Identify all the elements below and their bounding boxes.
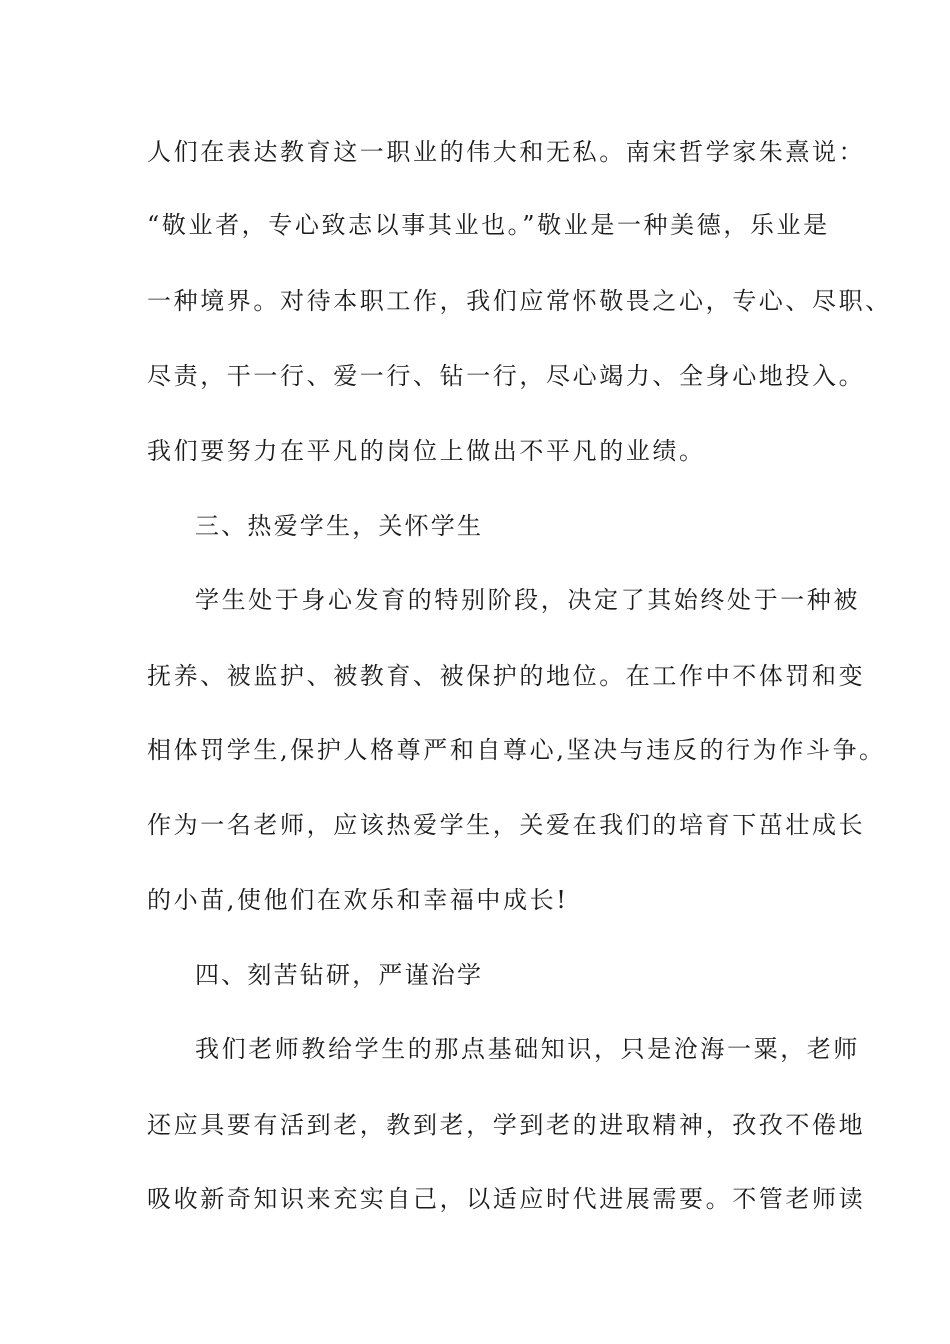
body-text-line: 相体罚学生,保护人格尊严和自尊心,坚决与违反的行为作斗争。 [147,736,886,764]
body-text-line: 作为一名老师，应该热爱学生，关爱在我们的培育下茁壮成长 [147,811,866,839]
body-text-line: 抚养、被监护、被教育、被保护的地位。在工作中不体罚和变 [147,662,866,690]
body-text-line: 还应具要有活到老，教到老，学到老的进取精神，孜孜不倦地 [147,1111,866,1139]
paragraph-first-line: 学生处于身心发育的特别阶段，决定了其始终处于一种被 [195,586,860,614]
body-text-line: 的小苗,使他们在欢乐和幸福中成长! [147,886,569,914]
section-heading: 四、刻苦钻研，严谨治学 [195,961,484,989]
body-text-line: 人们在表达教育这一职业的伟大和无私。南宋哲学家朱熹说： [147,138,866,166]
body-text-line: 我们要努力在平凡的岗位上做出不平凡的业绩。 [147,437,706,465]
body-text-line: “敬业者，专心致志以事其业也。”敬业是一种美德，乐业是 [147,211,830,239]
section-heading: 三、热爱学生，关怀学生 [195,512,484,540]
body-text-line: 尽责，干一行、爱一行、钻一行，尽心竭力、全身心地投入。 [147,362,866,390]
body-text-line: 吸收新奇知识来充实自己，以适应时代进展需要。不管老师读 [147,1185,866,1213]
paragraph-first-line: 我们老师教给学生的那点基础知识，只是沧海一粟，老师 [195,1035,860,1063]
body-text-line: 一种境界。对待本职工作，我们应常怀敬畏之心，专心、尽职、 [147,287,892,315]
